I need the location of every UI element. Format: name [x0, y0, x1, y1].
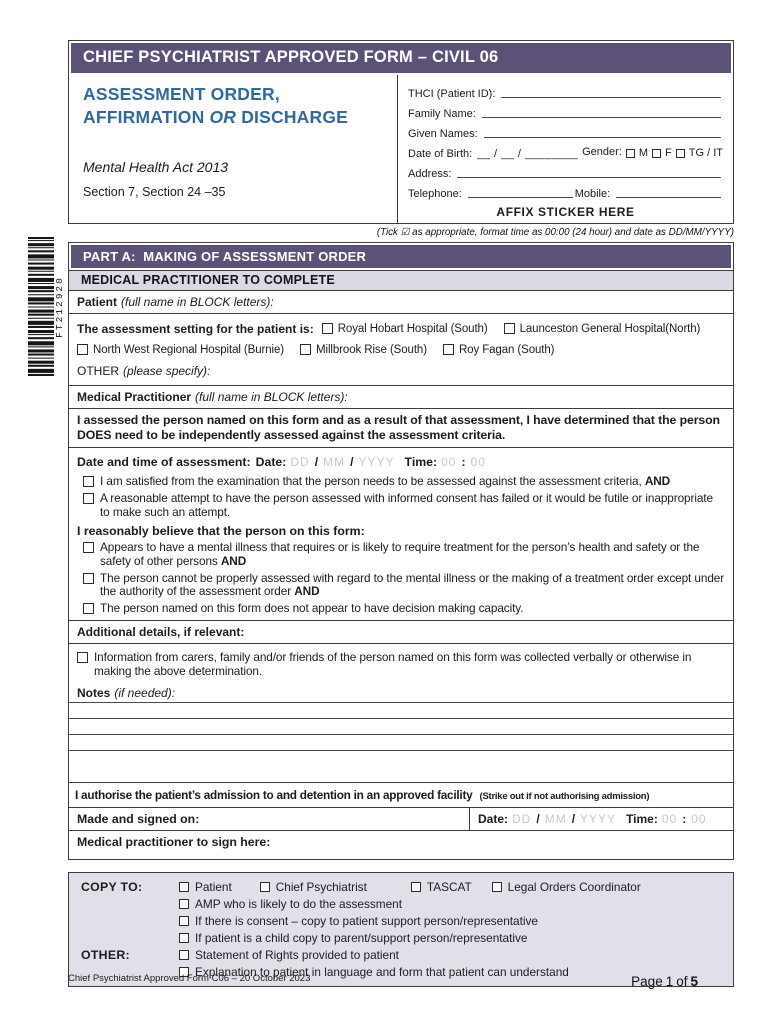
believe-no-capacity-text: The person named on this form does not appear to have decision making capacity.: [100, 601, 524, 616]
assessment-setting-row: [69, 313, 733, 385]
believe-label: I reasonably believe that the person on this form:: [77, 523, 365, 538]
copy-chief-psychiatrist-label: Chief Psychiatrist: [275, 879, 367, 894]
gender-group: [582, 146, 723, 162]
copy-chief-psychiatrist-checkbox[interactable]: [260, 882, 270, 892]
criterion-attempt-checkbox[interactable]: [83, 493, 94, 504]
setting-north-west-checkbox[interactable]: [77, 344, 88, 355]
dob-input-line[interactable]: __ / __ / ________: [477, 148, 578, 160]
given-names-row: [408, 122, 723, 142]
date-slash: /: [350, 455, 354, 469]
made-date-yyyy-placeholder[interactable]: YYYY: [580, 812, 617, 827]
believe-cannot-assess-checkbox[interactable]: [83, 573, 94, 584]
info-notes-block: [69, 643, 733, 702]
made-signed-datetime: [469, 808, 733, 830]
info-carers-text: Information from carers, family and/or friends of the person named on this form was collected verbally or otherwise in making the above determination.: [94, 650, 692, 679]
form-version-footer: Chief Psychiatrist Approved Form C06 – 20 October 2023: [68, 973, 311, 984]
gender-m-label: M: [638, 147, 649, 159]
patient-note: (full name in BLOCK letters):: [121, 295, 274, 309]
made-signed-label: Made and signed on:: [77, 812, 200, 827]
affix-sticker-label: AFFIX STICKER HERE: [496, 205, 635, 219]
criterion-satisfied-checkbox[interactable]: [83, 476, 94, 487]
criterion-item: [83, 492, 725, 520]
assessment-datetime-row: [77, 452, 725, 472]
given-names-input-line[interactable]: [484, 137, 721, 138]
believe-item: [83, 572, 725, 600]
made-signed-row: [69, 807, 733, 830]
family-name-label: Family Name:: [408, 108, 476, 120]
date-slash: /: [536, 812, 540, 827]
phone-row: [408, 182, 723, 202]
other-section-label: OTHER:: [81, 947, 130, 962]
date-label: Date:: [255, 455, 287, 469]
copy-amp-checkbox[interactable]: [179, 899, 189, 909]
other-note: (please specify):: [123, 363, 211, 378]
criterion-attempt-text: A reasonable attempt to have the person assessed with informed consent has failed or it would be futile or inappropriate to make such an attempt.: [100, 490, 713, 519]
thci-input-line[interactable]: [501, 97, 721, 98]
dob-gender-row: [408, 142, 723, 162]
tick-instructions-note: (Tick ☑ as appropriate, format time as 00:00 (24 hour) and date as DD/MM/YYYY): [376, 227, 734, 238]
thci-label: THCI (Patient ID):: [408, 88, 496, 100]
page-indicator: Page 1 of 5: [631, 974, 698, 989]
assessment-datetime-block: [69, 447, 733, 620]
copy-patient-checkbox[interactable]: [179, 882, 189, 892]
notes-line-3[interactable]: [69, 734, 733, 750]
thci-row: [408, 82, 723, 102]
copy-amp-label: AMP who is likely to do the assessment: [195, 896, 402, 911]
part-a-band: PART A: MAKING OF ASSESSMENT ORDER: [71, 245, 731, 268]
info-item: [77, 651, 725, 679]
gender-tgit-checkbox[interactable]: [676, 149, 685, 158]
document-title: ASSESSMENT ORDER, AFFIRMATION OR DISCHARGE: [83, 84, 349, 127]
patient-name-row[interactable]: [69, 291, 733, 313]
notes-note: (if needed):: [114, 686, 176, 701]
copy-legal-orders-label: Legal Orders Coordinator: [507, 879, 641, 894]
gender-tgit-label: TG / IT: [688, 147, 723, 159]
practitioner-label: Medical Practitioner: [77, 390, 192, 404]
telephone-label: Telephone:: [408, 188, 462, 200]
copy-legal-orders-checkbox[interactable]: [492, 882, 502, 892]
additional-details-row: [69, 620, 733, 643]
made-time-min-placeholder[interactable]: 00: [691, 812, 707, 827]
setting-launceston-checkbox[interactable]: [504, 323, 515, 334]
setting-label: The assessment setting for the patient is:: [77, 321, 314, 336]
made-time-hh-placeholder[interactable]: 00: [661, 812, 678, 827]
address-label: Address:: [408, 168, 452, 180]
mobile-input-line[interactable]: [616, 197, 721, 198]
practitioner-note: (full name in BLOCK letters):: [195, 390, 348, 404]
setting-roy-fagan-label: Roy Fagan (South): [458, 343, 555, 356]
setting-roy-fagan-checkbox[interactable]: [443, 344, 454, 355]
family-name-row: [408, 102, 723, 122]
gender-f-checkbox[interactable]: [652, 149, 661, 158]
part-a-table: [68, 242, 734, 860]
copy-child-checkbox[interactable]: [179, 933, 189, 943]
family-name-input-line[interactable]: [482, 117, 721, 118]
copy-consent-checkbox[interactable]: [179, 916, 189, 926]
setting-royal-hobart-checkbox[interactable]: [322, 323, 333, 334]
telephone-input-line[interactable]: [468, 197, 573, 198]
signature-row[interactable]: Medical practitioner to sign here:: [69, 830, 733, 859]
made-date-dd-placeholder[interactable]: DD: [512, 812, 532, 827]
patient-label: Patient: [77, 295, 118, 309]
date-slash: /: [571, 812, 576, 827]
notes-line-2[interactable]: [69, 718, 733, 734]
practitioner-to-complete-band: MEDICAL PRACTITIONER TO COMPLETE: [69, 270, 733, 291]
explanation-label: Explanation to patient in language and form that patient can understand: [195, 964, 569, 979]
time-label: Time:: [626, 812, 658, 827]
date-dd-placeholder[interactable]: DD: [290, 455, 310, 469]
time-label: Time:: [404, 455, 438, 469]
info-carers-checkbox[interactable]: [77, 652, 88, 663]
statement-of-rights-checkbox[interactable]: [179, 950, 189, 960]
barcode-image: [28, 237, 54, 376]
believe-mental-illness-checkbox[interactable]: [83, 542, 94, 553]
assessed-statement-row: I assessed the person named on this form and as a result of that assessment, I have determined that the person DOES need to be independently assessed against the assessment criteria.: [69, 408, 733, 447]
gender-f-label: F: [665, 147, 672, 159]
copy-patient-label: Patient: [195, 879, 232, 894]
act-sections: Section 7, Section 24 –35: [83, 184, 226, 199]
copy-consent-label: If there is consent – copy to patient support person/representative: [195, 913, 538, 928]
setting-millbrook-label: Millbrook Rise (South): [316, 343, 427, 356]
address-input-line[interactable]: [457, 177, 721, 178]
setting-launceston-label: Launceston General Hospital(North): [519, 322, 701, 335]
given-names-label: Given Names:: [408, 128, 478, 140]
believe-item: [83, 602, 725, 616]
address-row: [408, 162, 723, 182]
made-date-mm-placeholder[interactable]: MM: [544, 812, 567, 827]
patient-details-box: [397, 75, 733, 223]
date-label: Date:: [478, 812, 509, 827]
barcode-text: FT212920: [54, 276, 65, 338]
practitioner-name-row[interactable]: [69, 385, 733, 408]
header-box: [68, 40, 734, 224]
datetime-label: Date and time of assessment:: [77, 455, 251, 469]
other-label: OTHER: [77, 363, 119, 378]
notes-line-1[interactable]: [69, 702, 733, 718]
dob-label: Date of Birth:: [408, 148, 473, 160]
form-page: [68, 40, 734, 987]
authorise-row: [69, 782, 733, 807]
setting-north-west-label: North West Regional Hospital (Burnie): [93, 343, 285, 356]
date-yyyy-placeholder[interactable]: YYYY: [358, 455, 395, 469]
criterion-item: [83, 475, 725, 489]
believe-no-capacity-checkbox[interactable]: [83, 603, 94, 614]
copy-tascat-checkbox[interactable]: [411, 882, 421, 892]
time-min-placeholder[interactable]: 00: [470, 455, 486, 469]
date-mm-placeholder[interactable]: MM: [323, 455, 346, 469]
statement-of-rights-label: Statement of Rights provided to patient: [195, 947, 399, 962]
believe-cannot-assess-text: The person cannot be properly assessed with regard to the mental illness or the making of a treatment order except under the authority of the assessment order AND: [100, 570, 725, 599]
gender-m-checkbox[interactable]: [626, 149, 635, 158]
believe-mental-illness-text: Appears to have a mental illness that requires or is likely to require treatment for the person’s health and safety or the safety of other persons AND: [100, 539, 700, 568]
act-name: Mental Health Act 2013: [83, 158, 229, 175]
copy-tascat-label: TASCAT: [426, 879, 472, 894]
time-hh-placeholder[interactable]: 00: [441, 455, 457, 469]
setting-royal-hobart-label: Royal Hobart Hospital (South): [337, 322, 488, 335]
authorise-text: I authorise the patient’s admission to and detention in an approved facility: [75, 788, 473, 803]
gender-label: Gender:: [582, 146, 622, 158]
copy-to-box: [68, 872, 734, 987]
believe-item: [83, 541, 725, 569]
authorise-note: (Strike out if not authorising admission): [479, 791, 650, 803]
additional-details-label: Additional details, if relevant:: [77, 625, 245, 640]
time-colon: :: [461, 455, 466, 469]
copy-to-label: COPY TO:: [81, 879, 143, 894]
notes-line-4[interactable]: [69, 750, 733, 782]
setting-millbrook-checkbox[interactable]: [300, 344, 311, 355]
notes-label: Notes: [77, 686, 111, 701]
copy-child-label: If patient is a child copy to parent/support person/representative: [195, 930, 528, 945]
criterion-satisfied-text: I am satisfied from the examination that the person needs to be assessed against the assessment criteria, AND: [100, 474, 671, 488]
form-title-band: CHIEF PSYCHIATRIST APPROVED FORM – CIVIL 06: [71, 43, 731, 73]
mobile-label: Mobile:: [574, 188, 611, 200]
date-slash: /: [314, 455, 319, 469]
time-colon: :: [682, 812, 687, 827]
